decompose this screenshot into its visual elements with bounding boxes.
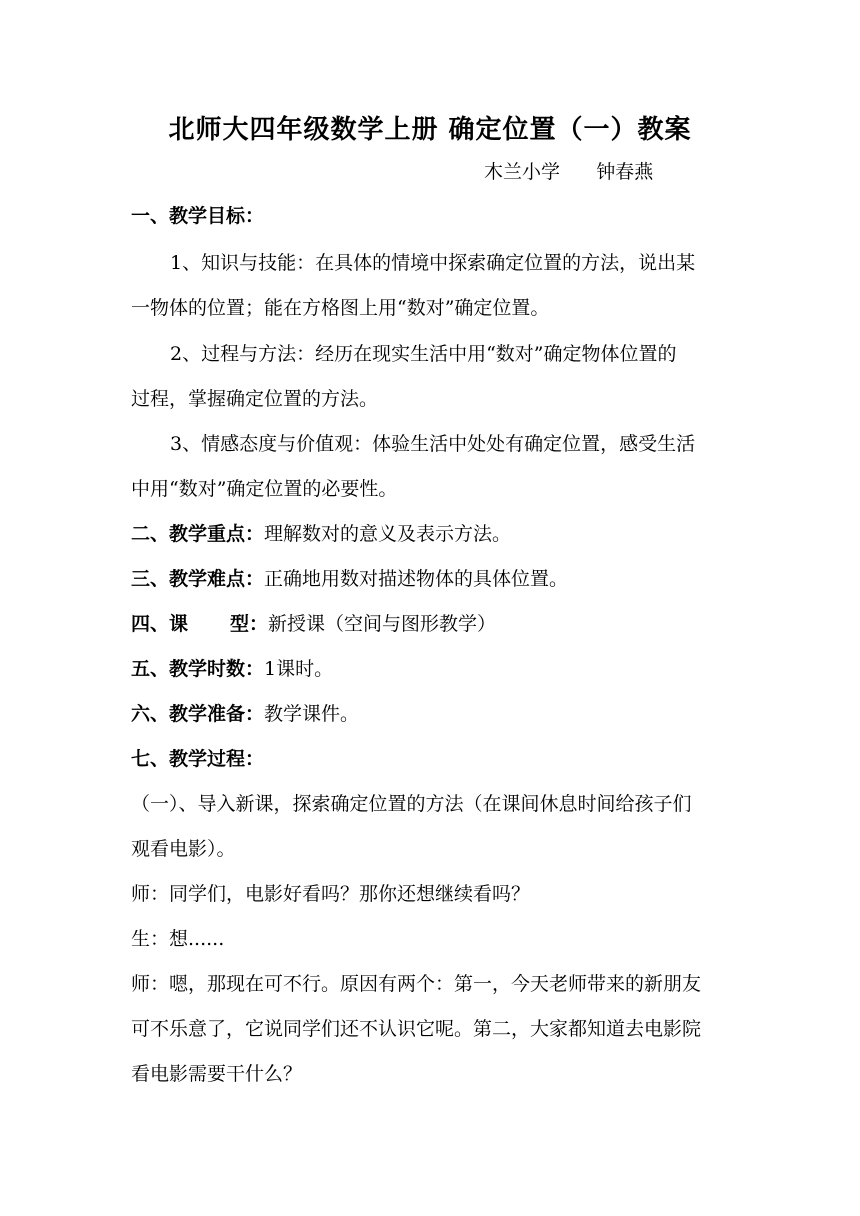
part-1-line-2: 观看电影）。 [131, 838, 236, 860]
teacher-line-2c: 看电影需要干什么？ [131, 1063, 303, 1085]
teacher-line-2a: 师：嗯，那现在可不行。原因有两个：第一，今天老师带来的新朋友 [131, 973, 702, 995]
difficulties-text: 正确地用数对描述物体的具体位置。 [264, 568, 569, 590]
key-points-text: 理解数对的意义及表示方法。 [264, 523, 512, 545]
document-title: 北师大四年级数学上册 确定位置（一）教案 [168, 115, 692, 145]
objective-2-line-2: 过程，掌握确定位置的方法。 [131, 388, 379, 410]
preparation-text: 教学课件。 [264, 703, 360, 725]
lesson-type-text: 新授课（空间与图形教学） [268, 613, 497, 635]
section-lesson-type [131, 606, 731, 642]
section-periods [131, 651, 731, 687]
section-key-points [131, 516, 731, 552]
teacher-line-2b: 可不乐意了，它说同学们还不认识它呢。第二，大家都知道去电影院 [131, 1018, 702, 1040]
section-objectives-heading: 一、教学目标： [131, 205, 265, 227]
section-difficulties [131, 561, 731, 597]
difficulties-label: 三、教学难点： [131, 568, 265, 590]
objective-2-line-1: 2、过程与方法：经历在现实生活中用“数对”确定物体位置的 [170, 343, 677, 365]
part-1-line-1: （一）、导入新课，探索确定位置的方法（在课间休息时间给孩子们 [131, 793, 692, 815]
student-line-1: 生：想...... [131, 928, 225, 950]
lesson-type-label-b: 型： [230, 613, 269, 635]
preparation-label: 六、教学准备： [131, 703, 265, 725]
periods-label: 五、教学时数： [131, 658, 265, 680]
section-process-heading: 七、教学过程： [131, 748, 265, 770]
objective-1-line-1: 1、知识与技能：在具体的情境中探索确定位置的方法，说出某 [170, 252, 696, 274]
key-points-label: 二、教学重点： [131, 523, 265, 545]
section-preparation [131, 696, 731, 732]
objective-3-line-1: 3、情感态度与价值观：体验生活中处处有确定位置，感受生活 [170, 433, 696, 455]
author-line: 木兰小学 钟春燕 [484, 161, 654, 183]
periods-text: 1课时。 [264, 658, 334, 680]
teacher-line-1: 师：同学们，电影好看吗？那你还想继续看吗？ [131, 883, 531, 905]
objective-3-line-2: 中用“数对”确定位置的必要性。 [131, 478, 398, 500]
objective-1-line-2: 一物体的位置；能在方格图上用“数对”确定位置。 [131, 297, 550, 319]
lesson-type-label-a: 四、课 [131, 613, 189, 635]
